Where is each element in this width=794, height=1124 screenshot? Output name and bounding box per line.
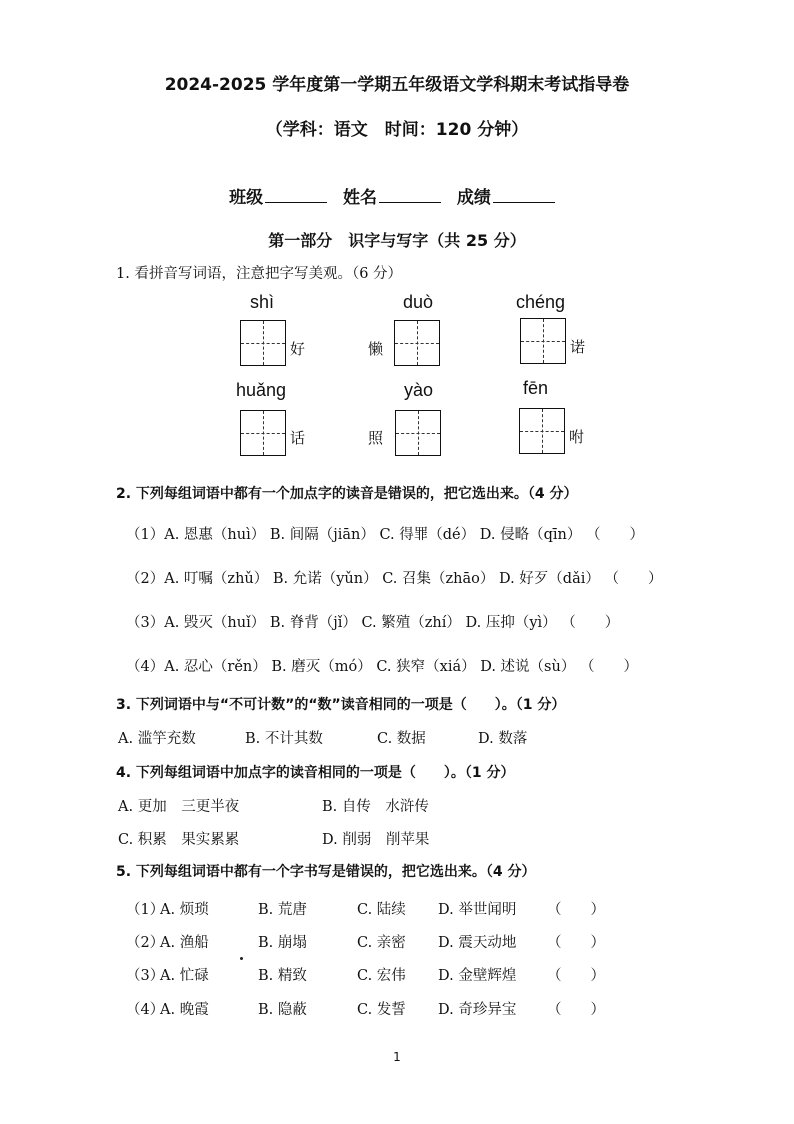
q5-option-d[interactable]: D. 金壁辉煌	[438, 968, 517, 984]
q4-option-c[interactable]: C. 积累 果实累累	[118, 832, 240, 848]
q2-option-a[interactable]: A. 叮嘱（zhǔ）	[164, 571, 269, 587]
q2-option-d[interactable]: D. 述说（sù）	[480, 659, 576, 675]
answer-paren[interactable]: （ ）	[579, 659, 638, 675]
q2-option-b[interactable]: B. 磨灭（mó）	[271, 659, 372, 675]
q1-prompt: 1. 看拼音写词语，注意把字写美观。（6 分）	[116, 266, 403, 282]
q2-row-num: （4）	[126, 659, 165, 675]
q3-option-c[interactable]: C. 数据	[377, 731, 426, 747]
q2-row-num: （1）	[126, 527, 165, 543]
q5-option-d[interactable]: D. 举世闻明	[438, 902, 517, 918]
q5-option-c[interactable]: C. 宏伟	[357, 968, 406, 984]
q3-option-b[interactable]: B. 不计其数	[245, 731, 323, 747]
q5-row-num: （3）	[126, 968, 165, 984]
q2-row-1	[126, 523, 644, 544]
q2-row-3	[126, 611, 619, 632]
q1-writing-grid-1[interactable]	[240, 320, 286, 366]
answer-paren[interactable]: （ ）	[585, 527, 644, 543]
q2-option-b[interactable]: B. 脊背（jǐ）	[269, 615, 357, 631]
q5-option-a[interactable]: A. 渔船	[160, 935, 209, 951]
q3-option-a[interactable]: A. 滥竽充数	[118, 731, 196, 747]
q1-pinyin-6: fēn	[523, 378, 549, 398]
q4-prompt: 4. 下列每组词语中加点字的读音相同的一项是（ ）。（1 分）	[116, 765, 515, 781]
q5-option-a[interactable]: A. 忙碌	[160, 968, 209, 984]
q2-row-2	[126, 567, 663, 588]
q5-row-num: （4）	[126, 1002, 165, 1018]
q1-writing-grid-6[interactable]	[519, 408, 565, 454]
q1-char-6: 咐	[569, 428, 585, 446]
q5-option-c[interactable]: C. 陆续	[357, 902, 406, 918]
answer-paren[interactable]: （ ）	[547, 968, 605, 984]
q2-option-b[interactable]: B. 允诺（yǔn）	[272, 571, 378, 587]
q1-pinyin-4: huǎng	[236, 380, 287, 400]
score-label: 成绩	[456, 188, 491, 208]
q5-option-c[interactable]: C. 亲密	[357, 935, 406, 951]
q5-option-b[interactable]: B. 隐蔽	[258, 1002, 307, 1018]
q1-writing-grid-5[interactable]	[395, 410, 441, 456]
q3-option-d[interactable]: D. 数落	[478, 731, 528, 747]
student-info-line	[0, 183, 794, 208]
page-number: 1	[393, 1050, 401, 1064]
q1-writing-grid-4[interactable]	[240, 410, 286, 456]
class-blank[interactable]	[265, 188, 327, 203]
q5-option-b[interactable]: B. 崩塌	[258, 935, 307, 951]
q1-char-5: 照	[368, 429, 384, 447]
q2-option-d[interactable]: D. 侵略（qīn）	[479, 527, 582, 543]
q5-option-b[interactable]: B. 荒唐	[258, 902, 307, 918]
name-blank[interactable]	[379, 188, 441, 203]
section-title: 第一部分 识字与写字（共 25 分）	[268, 231, 526, 250]
q2-option-a[interactable]: A. 忍心（rěn）	[164, 659, 267, 675]
q4-option-b[interactable]: B. 自传 水浒传	[322, 799, 429, 815]
q1-pinyin-5: yào	[404, 380, 434, 400]
name-label: 姓名	[343, 188, 377, 208]
q1-writing-grid-3[interactable]	[520, 318, 566, 364]
answer-paren[interactable]: （ ）	[561, 615, 620, 631]
q1-pinyin-3: chéng	[516, 292, 566, 312]
q2-option-d[interactable]: D. 好歹（dǎi）	[498, 571, 600, 587]
q1-char-2: 懒	[368, 340, 384, 358]
answer-paren[interactable]: （ ）	[604, 571, 663, 587]
q1-char-4: 话	[290, 429, 306, 447]
q4-option-d[interactable]: D. 削弱 削苹果	[322, 832, 430, 848]
q1-char-1: 好	[290, 340, 306, 358]
q5-option-d[interactable]: D. 奇珍异宝	[438, 1002, 517, 1018]
q2-prompt: 2. 下列每组词语中都有一个加点字的读音是错误的，把它选出来。（4 分）	[116, 486, 578, 502]
q1-char-3: 诺	[570, 338, 586, 356]
q3-prompt: 3. 下列词语中与“不可计数”的“数”读音相同的一项是（ ）。（1 分）	[116, 697, 566, 713]
scan-speck	[240, 957, 243, 960]
q5-option-a[interactable]: A. 晚霞	[160, 1002, 209, 1018]
q5-prompt: 5. 下列每组词语中都有一个字书写是错误的，把它选出来。（4 分）	[116, 864, 536, 880]
q2-row-num: （2）	[126, 571, 165, 587]
q5-option-c[interactable]: C. 发誓	[357, 1002, 406, 1018]
q5-option-a[interactable]: A. 烦琐	[160, 902, 209, 918]
q2-option-c[interactable]: C. 狭窄（xiá）	[376, 659, 476, 675]
q2-option-a[interactable]: A. 毁灭（huǐ）	[164, 615, 266, 631]
q1-pinyin-2: duò	[403, 292, 434, 312]
q2-row-num: （3）	[126, 615, 165, 631]
q4-option-a[interactable]: A. 更加 三更半夜	[118, 799, 240, 815]
q2-option-b[interactable]: B. 间隔（jiān）	[269, 527, 375, 543]
answer-paren[interactable]: （ ）	[547, 935, 605, 951]
score-blank[interactable]	[493, 188, 555, 203]
q5-option-b[interactable]: B. 精致	[258, 968, 307, 984]
q1-writing-grid-2[interactable]	[394, 320, 440, 366]
exam-subtitle: （学科：语文 时间：120 分钟）	[265, 120, 529, 140]
q5-row-num: （2）	[126, 935, 165, 951]
q2-row-4	[126, 655, 638, 676]
q2-option-c[interactable]: C. 繁殖（zhí）	[361, 615, 461, 631]
answer-paren[interactable]: （ ）	[547, 1002, 605, 1018]
q5-row-num: （1）	[126, 902, 165, 918]
exam-title: 2024-2025 学年度第一学期五年级语文学科期末考试指导卷	[164, 75, 630, 95]
answer-paren[interactable]: （ ）	[547, 902, 605, 918]
q1-pinyin-1: shì	[250, 292, 275, 312]
q2-option-c[interactable]: C. 召集（zhāo）	[382, 571, 495, 587]
q2-option-c[interactable]: C. 得罪（dé）	[379, 527, 476, 543]
q5-option-d[interactable]: D. 震天动地	[438, 935, 517, 951]
q2-option-a[interactable]: A. 恩惠（huì）	[164, 527, 266, 543]
class-label: 班级	[229, 188, 264, 208]
q2-option-d[interactable]: D. 压抑（yì）	[465, 615, 557, 631]
